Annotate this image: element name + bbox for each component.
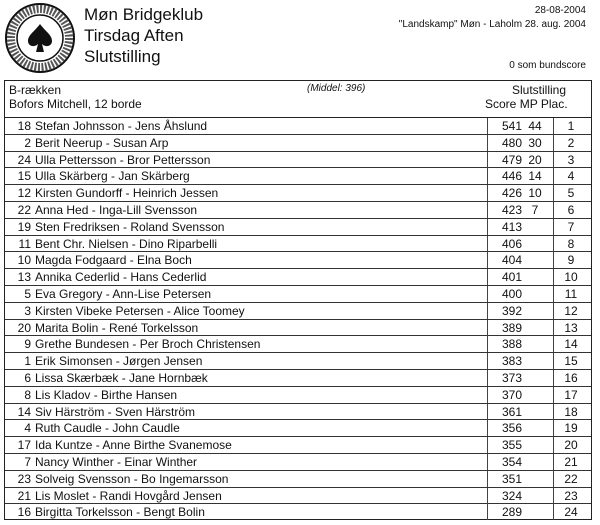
- pair-names: Lis Moslet - Randi Hovgård Jensen: [35, 488, 222, 503]
- score: 354: [487, 454, 522, 470]
- page-title: Slutstilling: [84, 47, 161, 66]
- placement: 24: [553, 504, 588, 520]
- pair-number: 14: [17, 404, 31, 419]
- table-row: [5, 152, 591, 169]
- table-row: [5, 269, 591, 286]
- table-row: [5, 135, 591, 152]
- score: 401: [487, 269, 522, 285]
- pair-names: Solveig Svensson - Bo Ingemarsson: [35, 471, 229, 486]
- pair-number: 3: [24, 303, 31, 318]
- pair-names: Marita Bolin - René Torkelsson: [35, 320, 199, 335]
- table-row: [5, 219, 591, 236]
- pair-number: 16: [17, 505, 31, 520]
- club-name: Møn Bridgeklub: [84, 5, 204, 24]
- pair-names: Siv Härström - Sven Härström: [35, 404, 196, 419]
- pair-names: Birgitta Torkelsson - Bengt Bolin: [35, 505, 205, 520]
- placement: 5: [553, 185, 588, 201]
- score: 289: [487, 504, 522, 520]
- pair-number: 21: [17, 488, 31, 503]
- score: 480: [487, 135, 522, 151]
- pair-names: Erik Simonsen - Jørgen Jensen: [35, 354, 203, 369]
- pair-number: 23: [17, 471, 31, 486]
- pair-names: Bent Chr. Nielsen - Dino Riparbelli: [35, 236, 218, 251]
- club-heading: [84, 4, 203, 67]
- results-table: [4, 80, 592, 520]
- pair-number: 15: [17, 169, 31, 184]
- col-mp: MP: [519, 97, 538, 111]
- score: 388: [487, 336, 522, 352]
- table-row: [5, 286, 591, 303]
- score: 355: [487, 437, 522, 453]
- placement: 7: [553, 219, 588, 235]
- score: 351: [487, 471, 522, 487]
- placement: 1: [553, 118, 588, 134]
- table-row: [5, 454, 591, 471]
- pair-names: Kirsten Gundorff - Heinrich Jessen: [35, 186, 219, 201]
- pair-names: Stefan Johnsson - Jens Åhslund: [35, 119, 208, 133]
- pair-names: Annika Cederlid - Hans Cederlid: [35, 270, 207, 285]
- mp: 7: [531, 202, 539, 217]
- pair-number: 12: [17, 186, 31, 201]
- table-row: [5, 202, 591, 219]
- score: 389: [487, 320, 522, 336]
- pair-names: Nancy Winther - Einar Winther: [35, 454, 198, 469]
- placement: 13: [553, 320, 588, 336]
- table-row: [5, 404, 591, 421]
- score: 426: [487, 185, 522, 201]
- pair-number: 7: [24, 454, 31, 469]
- placement: 12: [553, 303, 588, 319]
- pair-names: Lissa Skærbæk - Jane Hornbæk: [35, 370, 208, 385]
- placement: 14: [553, 336, 588, 352]
- pair-names: Ida Kuntze - Anne Birthe Svanemose: [35, 438, 232, 453]
- pair-number: 22: [17, 202, 31, 217]
- club-seal-icon: [4, 2, 76, 74]
- score: 383: [487, 353, 522, 369]
- pair-names: Ulla Pettersson - Bror Pettersson: [35, 152, 211, 167]
- pair-names: Anna Hed - Inga-Lill Svensson: [35, 202, 198, 217]
- table-row: [5, 437, 591, 454]
- placement: 3: [553, 152, 588, 168]
- middel-label: (Middel: 396): [307, 83, 366, 94]
- placement: 15: [553, 353, 588, 369]
- placement: 11: [553, 286, 588, 302]
- score: 423: [487, 202, 522, 218]
- pair-number: 5: [24, 286, 31, 301]
- table-row: [5, 252, 591, 269]
- pair-number: 4: [24, 421, 31, 436]
- bund-note: 0 som bundscore: [509, 60, 586, 71]
- mp: 14: [528, 169, 542, 184]
- pair-number: 17: [17, 438, 31, 453]
- score: 370: [487, 387, 522, 403]
- table-row: [5, 504, 591, 521]
- pair-names: Ruth Caudle - John Caudle: [35, 421, 180, 436]
- pair-names: Eva Gregory - Ann-Lise Petersen: [35, 286, 212, 301]
- score: 373: [487, 370, 522, 386]
- table-row: [5, 471, 591, 488]
- placement: 22: [553, 471, 588, 487]
- table-row: [5, 185, 591, 202]
- mp: 44: [528, 119, 542, 133]
- score: 361: [487, 404, 522, 420]
- mp: 20: [528, 152, 542, 167]
- table-row: [5, 336, 591, 353]
- pair-number: 11: [18, 236, 31, 251]
- pair-number: 1: [24, 354, 31, 369]
- col-score: Score: [485, 97, 517, 111]
- score: 541: [487, 118, 522, 134]
- placement: 21: [553, 454, 588, 470]
- slutstilling-label: Slutstilling: [511, 83, 567, 97]
- session-name: Tirsdag Aften: [84, 26, 184, 45]
- event-info: [399, 4, 586, 32]
- score: 446: [487, 168, 522, 184]
- pair-names: Ulla Skärberg - Jan Skärberg: [35, 169, 190, 184]
- table-row: [5, 118, 591, 135]
- table-row: [5, 236, 591, 253]
- pair-number: 9: [24, 337, 31, 352]
- score: 406: [487, 236, 522, 252]
- pair-number: 2: [24, 135, 31, 150]
- score: 479: [487, 152, 522, 168]
- table-row: [5, 320, 591, 337]
- column-headers: [485, 97, 568, 111]
- pair-number: 10: [17, 253, 31, 268]
- pair-names: Lis Kladov - Birthe Hansen: [35, 387, 178, 402]
- table-row: [5, 488, 591, 505]
- placement: 6: [553, 202, 588, 218]
- section-name: B-rækken: [9, 83, 62, 97]
- pair-number: 19: [17, 219, 31, 234]
- table-row: [5, 387, 591, 404]
- placement: 19: [553, 420, 588, 436]
- pair-number: 24: [17, 152, 31, 167]
- pair-names: Grethe Bundesen - Per Broch Christensen: [35, 337, 261, 352]
- pair-number: 20: [17, 320, 31, 335]
- pair-names: Kirsten Vibeke Petersen - Alice Toomey: [35, 303, 245, 318]
- mp: 10: [528, 186, 542, 201]
- table-row: [5, 370, 591, 387]
- score: 324: [487, 488, 522, 504]
- col-plac: Plac.: [540, 97, 568, 111]
- pair-number: 8: [24, 387, 31, 402]
- table-row: [5, 353, 591, 370]
- placement: 16: [553, 370, 588, 386]
- table-row: [5, 420, 591, 437]
- score: 392: [487, 303, 522, 319]
- score: 356: [487, 420, 522, 436]
- pair-names: Magda Fodgaard - Elna Boch: [35, 253, 192, 268]
- event-name: "Landskamp" Møn - Laholm 28. aug. 2004: [398, 19, 586, 30]
- placement: 20: [553, 437, 588, 453]
- score: 413: [487, 219, 522, 235]
- table-body: [5, 118, 591, 521]
- table-row: [5, 168, 591, 185]
- pair-number: 18: [17, 119, 31, 133]
- placement: 8: [553, 236, 588, 252]
- movement-name: Bofors Mitchell, 12 borde: [9, 97, 142, 111]
- event-date: 28-08-2004: [534, 5, 586, 16]
- pair-names: Berit Neerup - Susan Arp: [35, 135, 169, 150]
- placement: 17: [553, 387, 588, 403]
- score: 400: [487, 286, 522, 302]
- placement: 10: [553, 269, 588, 285]
- table-header: [5, 81, 591, 118]
- score: 404: [487, 252, 522, 268]
- placement: 23: [553, 488, 588, 504]
- placement: 4: [553, 168, 588, 184]
- pair-number: 6: [24, 370, 31, 385]
- pair-names: Sten Fredriksen - Roland Svensson: [35, 219, 225, 234]
- placement: 9: [553, 252, 588, 268]
- placement: 2: [553, 135, 588, 151]
- placement: 18: [553, 404, 588, 420]
- mp: 30: [528, 135, 542, 150]
- pair-number: 13: [17, 270, 31, 285]
- table-row: [5, 303, 591, 320]
